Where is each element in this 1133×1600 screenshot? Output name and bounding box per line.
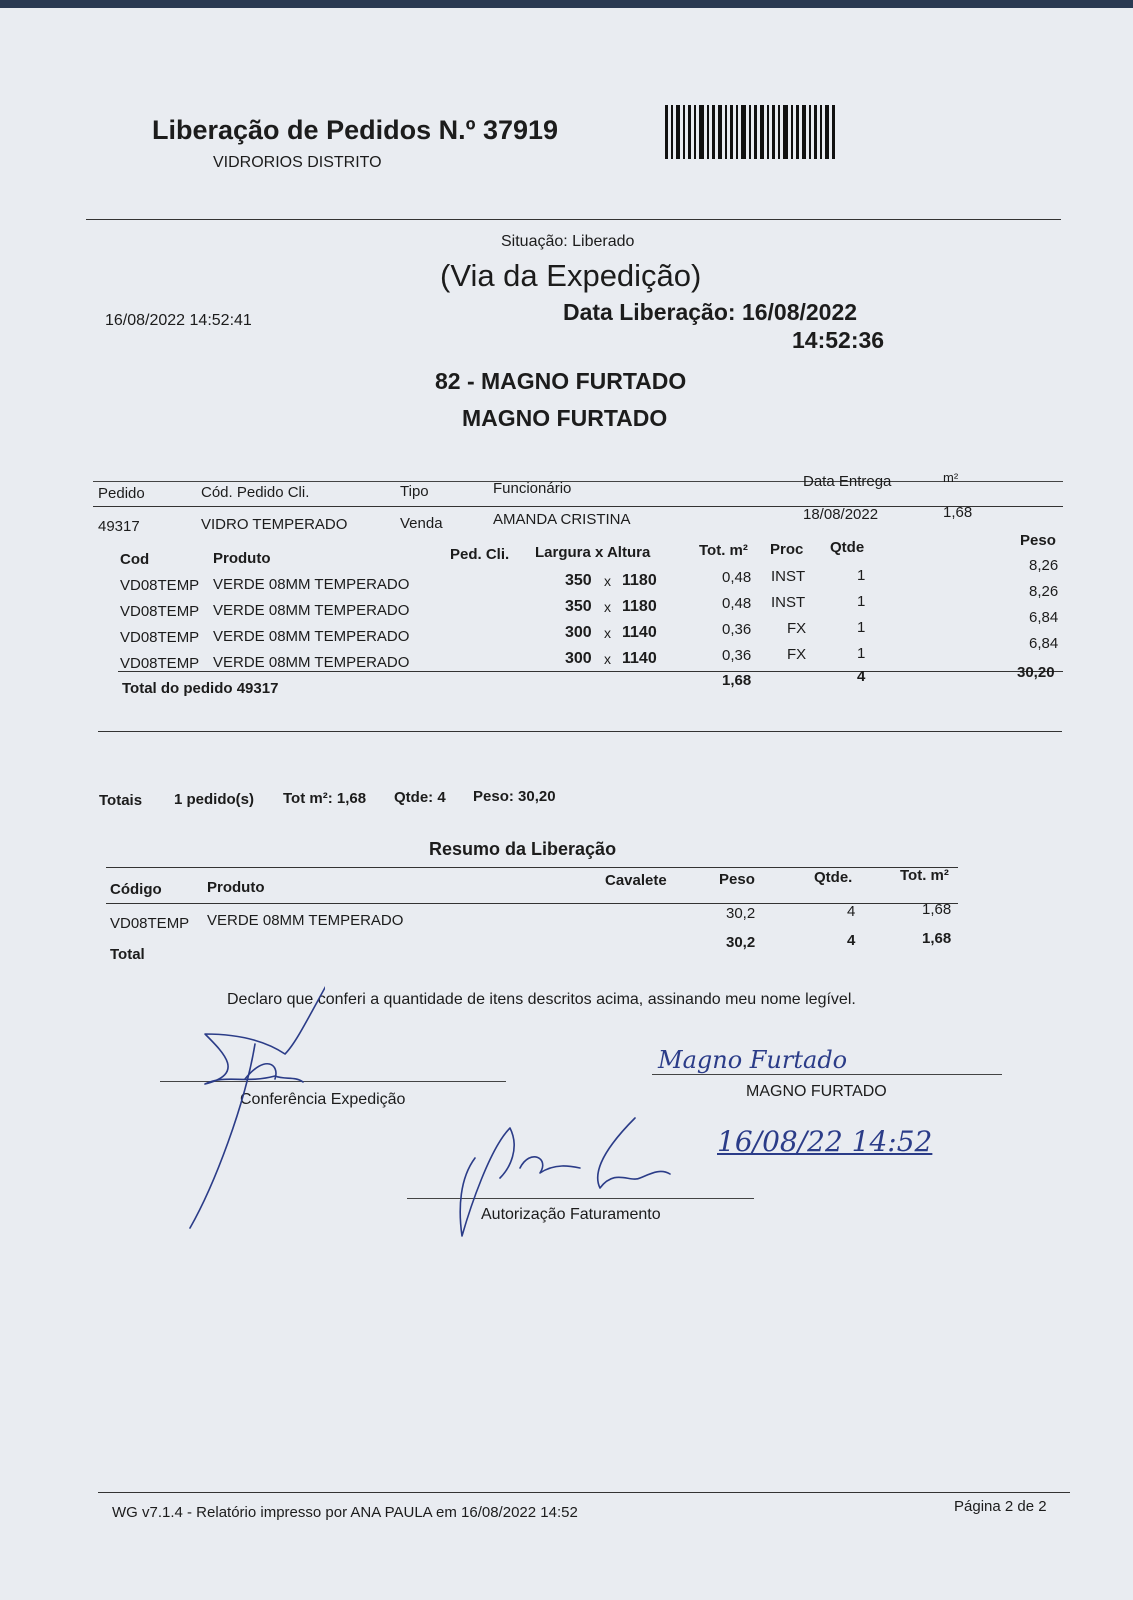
summary-col-produto: Produto [207,879,265,896]
order-total-m2: 1,68 [722,672,752,689]
item-cod: VD08TEMP [120,603,200,620]
summary-peso: 30,2 [726,905,756,922]
item-largura: 350 [565,572,592,589]
divider [86,219,1061,220]
summary-total-label: Total [110,946,145,963]
item-tot-m2: 0,48 [722,595,752,612]
divider [106,903,958,904]
summary-total-qtde: 4 [847,932,856,949]
divider [93,506,1063,507]
print-datetime: 16/08/2022 14:52:41 [105,312,252,329]
summary-codigo: VD08TEMP [110,915,190,932]
item-proc: INST [771,568,806,585]
order-client-code: VIDRO TEMPERADO [201,516,348,533]
release-time: 14:52:36 [792,327,885,353]
item-x: x [604,625,611,641]
summary-produto: VERDE 08MM TEMPERADO [207,912,404,929]
items-col-largura-altura: Largura x Altura [535,544,651,561]
summary-col-cavalete: Cavalete [605,872,667,889]
signature-autorizacao [440,1108,690,1238]
release-date: Data Liberação: 16/08/2022 [563,299,858,325]
summary-qtde: 4 [847,903,856,920]
item-peso: 6,84 [1029,635,1059,652]
item-largura: 350 [565,598,592,615]
order-total-label: Total do pedido 49317 [122,680,279,697]
item-altura: 1180 [622,572,657,589]
status-label: Situação: Liberado [501,233,635,250]
divider [98,731,1062,732]
declaration-text: Declaro que conferi a quantidade de itens descritos acima, assinando meu nome legível. [227,991,856,1008]
divider [93,481,1063,482]
item-altura: 1180 [622,598,657,615]
item-altura: 1140 [622,650,657,667]
totals-qtde: Qtde: 4 [394,789,446,806]
item-tot-m2: 0,36 [722,647,752,664]
item-produto: VERDE 08MM TEMPERADO [213,628,410,645]
divider [106,867,958,868]
totals-orders: 1 pedido(s) [174,791,255,808]
document-title: Liberação de Pedidos N.º 37919 [152,115,559,145]
item-qtde: 1 [857,593,866,610]
summary-total-peso: 30,2 [726,934,756,951]
item-largura: 300 [565,650,592,667]
item-tot-m2: 0,48 [722,569,752,586]
item-produto: VERDE 08MM TEMPERADO [213,654,410,671]
item-peso: 8,26 [1029,557,1059,574]
item-largura: 300 [565,624,592,641]
order-number: 49317 [98,518,140,535]
order-total-qtde: 4 [857,668,866,685]
items-col-ped-cli: Ped. Cli. [450,546,510,563]
summary-col-tot-m2: Tot. m² [900,867,949,884]
item-x: x [604,599,611,615]
item-qtde: 1 [857,645,866,662]
client-code-name: 82 - MAGNO FURTADO [435,368,687,394]
item-qtde: 1 [857,619,866,636]
item-produto: VERDE 08MM TEMPERADO [213,576,410,593]
client-name: MAGNO FURTADO [462,405,668,431]
signature-conferencia [185,984,325,1234]
signature-caption-client: MAGNO FURTADO [746,1083,887,1100]
item-peso: 6,84 [1029,609,1059,626]
order-delivery-date: 18/08/2022 [803,506,879,523]
items-col-proc: Proc [770,541,804,558]
item-cod: VD08TEMP [120,629,200,646]
item-cod: VD08TEMP [120,655,200,672]
col-cod-pedido-cli: Cód. Pedido Cli. [201,484,310,501]
item-proc: FX [787,646,807,663]
item-x: x [604,573,611,589]
item-proc: INST [771,594,806,611]
item-tot-m2: 0,36 [722,621,752,638]
copy-type: (Via da Expedição) [440,258,702,293]
signature-line [652,1074,1002,1075]
summary-tot-m2: 1,68 [922,901,952,918]
summary-col-peso: Peso [719,871,755,888]
order-type: Venda [400,515,443,532]
order-total-peso: 30,20 [1017,664,1055,681]
items-col-produto: Produto [213,550,271,567]
item-proc: FX [787,620,807,637]
document-page [0,8,1133,1600]
divider [98,1492,1070,1493]
items-col-qtde: Qtde [830,539,865,556]
item-peso: 8,26 [1029,583,1059,600]
handwritten-name: Magno Furtado [658,1046,848,1074]
summary-title: Resumo da Liberação [429,839,617,859]
col-m2: m² [943,470,959,485]
signature-caption-conferencia: Conferência Expedição [240,1091,406,1108]
col-data-entrega: Data Entrega [803,473,892,490]
summary-total-tot-m2: 1,68 [922,930,952,947]
divider [118,671,1063,672]
signature-caption-autorizacao: Autorização Faturamento [481,1206,661,1223]
totals-m2: Tot m²: 1,68 [283,790,367,807]
items-col-tot-m2: Tot. m² [699,542,748,559]
totals-peso: Peso: 30,20 [473,788,556,805]
order-m2: 1,68 [943,504,973,521]
items-col-peso: Peso [1020,532,1056,549]
item-cod: VD08TEMP [120,577,200,594]
col-pedido: Pedido [98,485,145,502]
footer-print-info: WG v7.1.4 - Relatório impresso por ANA PAULA em 16/08/2022 14:52 [112,1504,578,1521]
item-produto: VERDE 08MM TEMPERADO [213,602,410,619]
summary-col-codigo: Código [110,881,162,898]
item-qtde: 1 [857,567,866,584]
col-funcionario: Funcionário [493,480,572,497]
item-x: x [604,651,611,667]
handwritten-date: 16/08/22 14:52 [717,1125,933,1158]
summary-col-qtde: Qtde. [814,869,853,886]
barcode [665,105,837,159]
company-name: VIDRORIOS DISTRITO [213,154,382,171]
page-number: Página 2 de 2 [954,1498,1047,1515]
items-col-cod: Cod [120,551,150,568]
item-altura: 1140 [622,624,657,641]
order-employee: AMANDA CRISTINA [493,511,631,528]
col-tipo: Tipo [400,483,429,500]
totals-label: Totais [99,792,143,809]
